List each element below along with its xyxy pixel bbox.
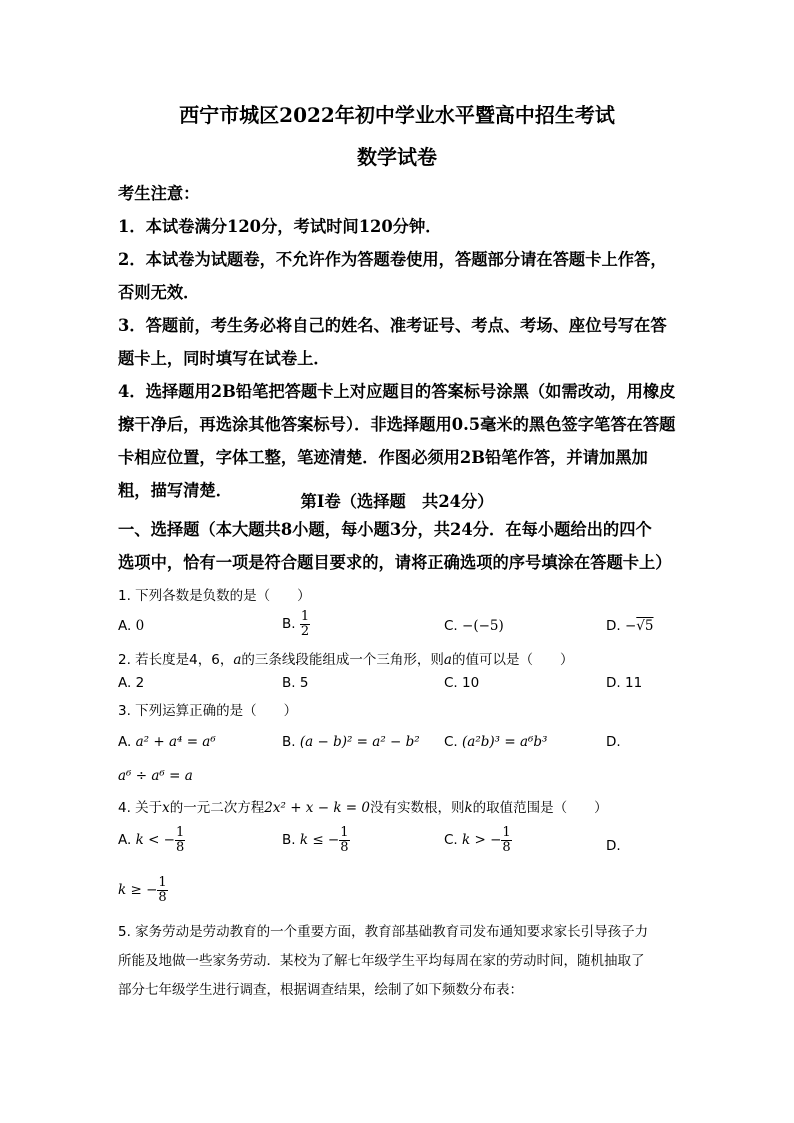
stem-text: 的三条线段能组成一个三角形，则: [241, 652, 444, 668]
q4-option-b: [282, 826, 350, 854]
option-label: C.: [444, 832, 458, 849]
inequality: k ≥ −: [118, 882, 158, 899]
q2-option-d: D. 11: [606, 675, 643, 691]
part-line: 选项中，恰有一项是符合题目要求的，请将正确选项的序号填涂在答题卡上）: [118, 553, 672, 572]
exam-title: 西宁市城区2022年初中学业水平暨高中招生考试: [179, 103, 615, 127]
notice-line: 否则无效．: [118, 283, 200, 302]
numerator: 1: [502, 825, 511, 840]
notice-line: 2．本试卷为试题卷，不允许作为答题卷使用，答题部分请在答题卡上作答，: [118, 250, 667, 269]
q3-option-d: [118, 768, 193, 784]
inequality: k < −: [135, 832, 175, 849]
option-value: −(−5): [462, 618, 504, 634]
denominator: 8: [175, 839, 185, 855]
notice-line: 4．选择题用2B铅笔把答题卡上对应题目的答案标号涂黑（如需改动，用橡皮: [118, 382, 676, 401]
option-label: B.: [282, 616, 296, 633]
sqrt-value: √5: [636, 618, 654, 634]
stem-text: 的取值范围是（ ）: [472, 800, 608, 816]
q3-option-d-label: D.: [606, 734, 621, 750]
option-label: B.: [282, 832, 296, 849]
question-4-stem: [118, 796, 608, 816]
option-label: B.: [282, 734, 296, 750]
variable: k: [464, 800, 473, 816]
numerator: 1: [340, 825, 349, 840]
option-label: C.: [444, 734, 458, 750]
q4-option-d-label: D.: [606, 838, 621, 854]
variable: a: [443, 652, 452, 668]
q2-option-a: A. 2: [118, 675, 145, 691]
stem-line: 部分七年级学生进行调查，根据调查结果，绘制了如下频数分布表：: [118, 982, 523, 998]
exam-subtitle: 数学试卷: [357, 145, 437, 169]
notice-line: 卡相应位置，字体工整，笔迹清楚．作图必须用2B铅笔作答，并请加黑加: [118, 448, 648, 467]
question-2-stem: [118, 648, 573, 668]
section-title: 第Ⅰ卷（选择题 共24分）: [300, 492, 494, 511]
option-sign: −: [624, 618, 637, 634]
inequality: k > −: [462, 832, 502, 849]
denominator: 8: [158, 889, 167, 905]
notice-heading: 考生注意：: [118, 184, 200, 203]
denominator: 8: [502, 839, 511, 855]
notice-line: 题卡上，同时填写在试卷上．: [118, 349, 330, 368]
fraction: [175, 826, 185, 854]
numerator: 1: [158, 875, 167, 890]
option-value: a⁶ ÷ a⁶ = a: [118, 768, 193, 784]
option-label: A.: [118, 832, 132, 849]
q3-option-c: [444, 734, 547, 750]
stem-line: 所能及地做一些家务劳动．某校为了解七年级学生平均每周在家的劳动时间，随机抽取了: [118, 953, 645, 969]
notice-line: 3．答题前，考生务必将自己的姓名、准考证号、考点、考场、座位号写在答: [118, 316, 667, 335]
option-value: (a − b)² = a² − b²: [299, 734, 420, 750]
option-label: C.: [444, 618, 458, 634]
part-instructions: [118, 513, 678, 579]
fraction: [300, 610, 310, 638]
option-value: (a²b)³ = a⁶b³: [462, 734, 548, 750]
stem-text: 4. 关于: [118, 800, 163, 816]
q4-option-a: [118, 826, 185, 854]
q1-option-a: [118, 618, 144, 634]
q4-option-d: [118, 876, 168, 904]
stem-text: 的值可以是（ ）: [451, 652, 574, 668]
denominator: 2: [300, 623, 310, 639]
option-value: a² + a⁴ = a⁶: [135, 734, 216, 750]
denominator: 8: [340, 839, 349, 855]
q4-option-c: [444, 826, 512, 854]
variable: a: [233, 652, 242, 668]
notice-line: 粗，描写清楚．: [118, 481, 232, 500]
q2-option-b: B. 5: [282, 675, 309, 691]
fraction: [157, 876, 167, 904]
stem-line: 5. 家务劳动是劳动教育的一个重要方面，教育部基础教育司发布通知要求家长引导孩子力: [118, 924, 649, 940]
fraction: [339, 826, 349, 854]
option-label: A.: [118, 618, 132, 634]
question-3-stem: 3. 下列运算正确的是（ ）: [118, 703, 298, 719]
numerator: 1: [300, 609, 310, 624]
option-label: D.: [606, 618, 621, 634]
variable: x: [162, 800, 170, 816]
notice-line: 擦干净后，再选涂其他答案标号）．非选择题用0.5毫米的黑色签字笔答在答题: [118, 415, 676, 434]
stem-text: 的一元二次方程: [169, 800, 265, 816]
equation: 2x² + x − k = 0: [264, 800, 370, 816]
option-value: 0: [135, 618, 145, 634]
numerator: 1: [175, 825, 185, 840]
notice-line: 1．本试卷满分120分，考试时间120分钟．: [118, 217, 442, 236]
stem-text: 2. 若长度是4，6，: [118, 652, 234, 668]
q1-option-d: [606, 618, 654, 634]
stem-text: 没有实数根，则: [369, 800, 465, 816]
question-1-stem: 1. 下列各数是负数的是（ ）: [118, 588, 311, 604]
q2-option-c: C. 10: [444, 675, 480, 691]
q3-option-a: [118, 734, 216, 750]
q3-option-b: [282, 734, 420, 750]
notice-block: [118, 177, 678, 507]
inequality: k ≤ −: [299, 832, 340, 849]
q1-option-c: [444, 618, 504, 634]
q1-option-b: [282, 610, 310, 638]
fraction: [501, 826, 511, 854]
part-line: 一、选择题（本大题共8小题，每小题3分，共24分．在每小题给出的四个: [118, 520, 652, 539]
option-label: A.: [118, 734, 132, 750]
question-5-stem: [118, 918, 678, 1005]
